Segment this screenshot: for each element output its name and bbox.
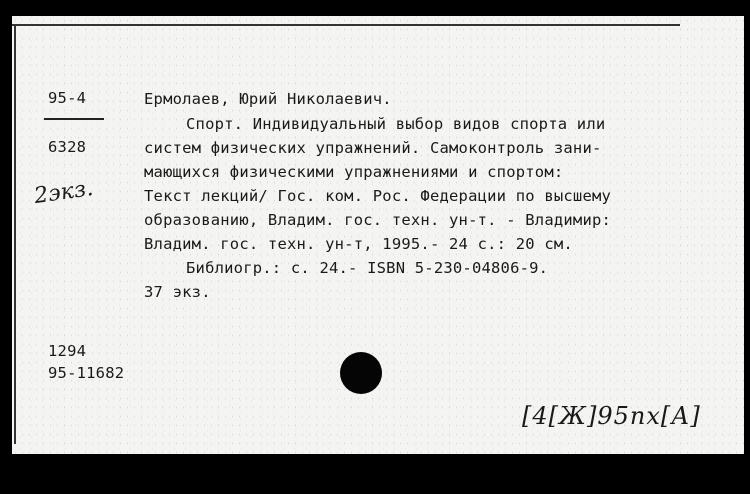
bibliography-isbn-line: Библиогр.: с. 24.- ISBN 5-230-04806-9. bbox=[186, 259, 549, 277]
bottom-code: 95-11682 bbox=[48, 364, 125, 382]
call-number-rule bbox=[44, 118, 104, 120]
handwritten-code: [4[Ж]95пх[А] bbox=[522, 402, 701, 430]
description-line: систем физических упражнений. Самоконтроль зани- bbox=[144, 139, 602, 157]
bottom-code: 1294 bbox=[48, 342, 87, 360]
call-number: 95-4 bbox=[48, 89, 87, 107]
accession-number: 6328 bbox=[48, 138, 87, 156]
punch-hole bbox=[340, 352, 382, 394]
print-run-line: 37 экз. bbox=[144, 283, 211, 301]
author-line: Ермолаев, Юрий Николаевич. bbox=[144, 90, 392, 108]
title-line: Спорт. Индивидуальный выбор видов спорта или bbox=[186, 115, 606, 133]
card-left-border bbox=[14, 24, 16, 444]
description-line: образованию, Владим. гос. техн. ун-т. - Владимир: bbox=[144, 211, 612, 229]
description-line: Текст лекций/ Гос. ком. Рос. Федерации по высшему bbox=[144, 187, 612, 205]
description-line: мающихся физическими упражнениями и спортом: bbox=[144, 163, 564, 181]
card-top-border bbox=[12, 24, 680, 26]
publication-line: Владим. гос. техн. ун-т, 1995.- 24 с.: 20 см. bbox=[144, 235, 573, 253]
handwritten-copies-mark: 2экз. bbox=[32, 175, 95, 210]
